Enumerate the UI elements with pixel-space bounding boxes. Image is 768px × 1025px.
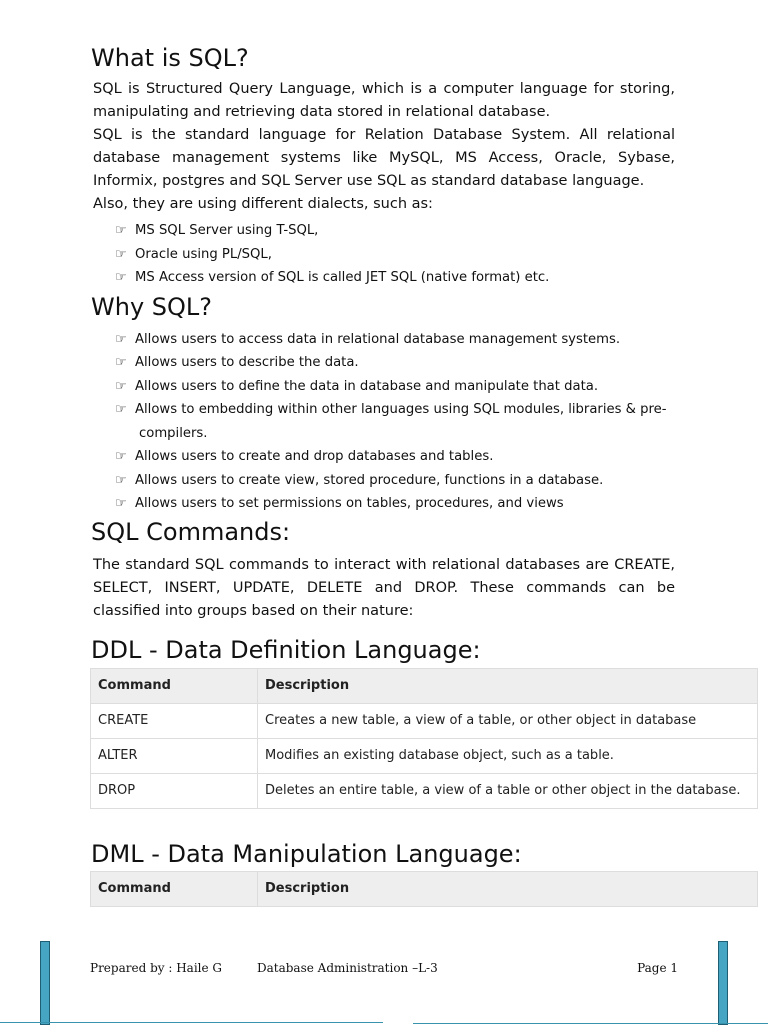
paragraph: SQL is Structured Query Language, which is a computer language for storing, manipulating and retrieving data stored in relational database. xyxy=(93,81,675,120)
table-cell: DROP xyxy=(91,773,258,808)
heading-ddl: DDL - Data Definition Language: xyxy=(91,635,481,664)
pointing-hand-icon: ☞ xyxy=(115,331,127,347)
heading-dml: DML - Data Manipulation Language: xyxy=(91,839,522,868)
right-accent-bar xyxy=(718,941,728,1025)
table-cell: CREATE xyxy=(91,703,258,738)
paragraph: Also, they are using different dialects, such as: xyxy=(93,196,433,212)
table-row xyxy=(91,738,758,773)
table-cell: Modifies an existing database object, such as a table. xyxy=(258,738,758,773)
list-item: ☞ Allows users to describe the data. xyxy=(91,351,675,375)
footer-rule xyxy=(0,1022,383,1023)
footer-prepared-by: Prepared by : Haile G xyxy=(90,961,223,975)
table-cell: ALTER xyxy=(91,738,258,773)
list-item: ☞ Allows users to create and drop databases and tables. xyxy=(91,445,675,469)
list-item: ☞ Oracle using PL/SQL, xyxy=(91,243,675,267)
pointing-hand-icon: ☞ xyxy=(115,449,127,464)
pointing-hand-icon: ☞ xyxy=(115,223,127,238)
column-header-command: Command xyxy=(91,871,258,906)
table-header-row xyxy=(91,668,758,703)
pointing-hand-icon: ☞ xyxy=(115,270,127,285)
list-item: ☞ Allows users to create view, stored procedure, functions in a database. xyxy=(91,469,675,493)
list-item: ☞ Allows users to access data in relational database management systems. xyxy=(91,328,675,352)
list-item: ☞ Allows users to set permissions on tables, procedures, and views xyxy=(91,492,675,516)
column-header-description: Description xyxy=(258,668,758,703)
table-row xyxy=(91,703,758,738)
table-header-row xyxy=(91,871,758,906)
heading-sql-commands: SQL Commands: xyxy=(91,517,291,546)
page-footer xyxy=(90,961,678,979)
list-item: ☞ Allows to embedding within other languages using SQL modules, libraries & pre- compilers. xyxy=(91,398,675,445)
pointing-hand-icon: ☞ xyxy=(115,355,127,370)
pointing-hand-icon: ☞ xyxy=(115,402,127,417)
paragraph: The standard SQL commands to interact with relational databases are CREATE, SELECT, INSERT, UPDATE, DELETE and DROP. These commands can be classified into groups based on their nature: xyxy=(93,556,675,619)
paragraph: SQL is the standard language for Relation Database System. All relational database management systems like MySQL, MS Access, Oracle, Sybase, Informix, postgres and SQL Server use SQL as standard database language. xyxy=(93,127,675,189)
column-header-description: Description xyxy=(258,871,758,906)
dialects-list xyxy=(91,219,675,290)
heading-why-sql: Why SQL? xyxy=(91,292,213,321)
heading-what-is-sql: What is SQL? xyxy=(91,44,249,72)
pointing-hand-icon: ☞ xyxy=(115,496,127,511)
document-body xyxy=(91,42,741,907)
table-cell: Deletes an entire table, a view of a table or other object in the database. xyxy=(258,773,758,808)
pointing-hand-icon: ☞ xyxy=(115,378,127,394)
list-item: ☞ Allows users to define the data in database and manipulate that data. xyxy=(91,375,675,399)
footer-course: Database Administration –L-3 xyxy=(257,961,438,975)
ddl-table xyxy=(90,668,758,809)
dml-table xyxy=(90,871,758,907)
column-header-command: Command xyxy=(91,668,258,703)
table-cell: Creates a new table, a view of a table, or other object in database xyxy=(258,703,758,738)
list-item: ☞ MS SQL Server using T-SQL, xyxy=(91,219,675,243)
left-accent-bar xyxy=(40,941,50,1025)
footer-page-number: Page 1 xyxy=(637,961,678,975)
table-row xyxy=(91,773,758,808)
why-sql-list xyxy=(91,328,675,516)
pointing-hand-icon: ☞ xyxy=(115,472,127,488)
pointing-hand-icon: ☞ xyxy=(115,246,127,262)
list-item: ☞ MS Access version of SQL is called JET SQL (native format) etc. xyxy=(91,266,675,290)
